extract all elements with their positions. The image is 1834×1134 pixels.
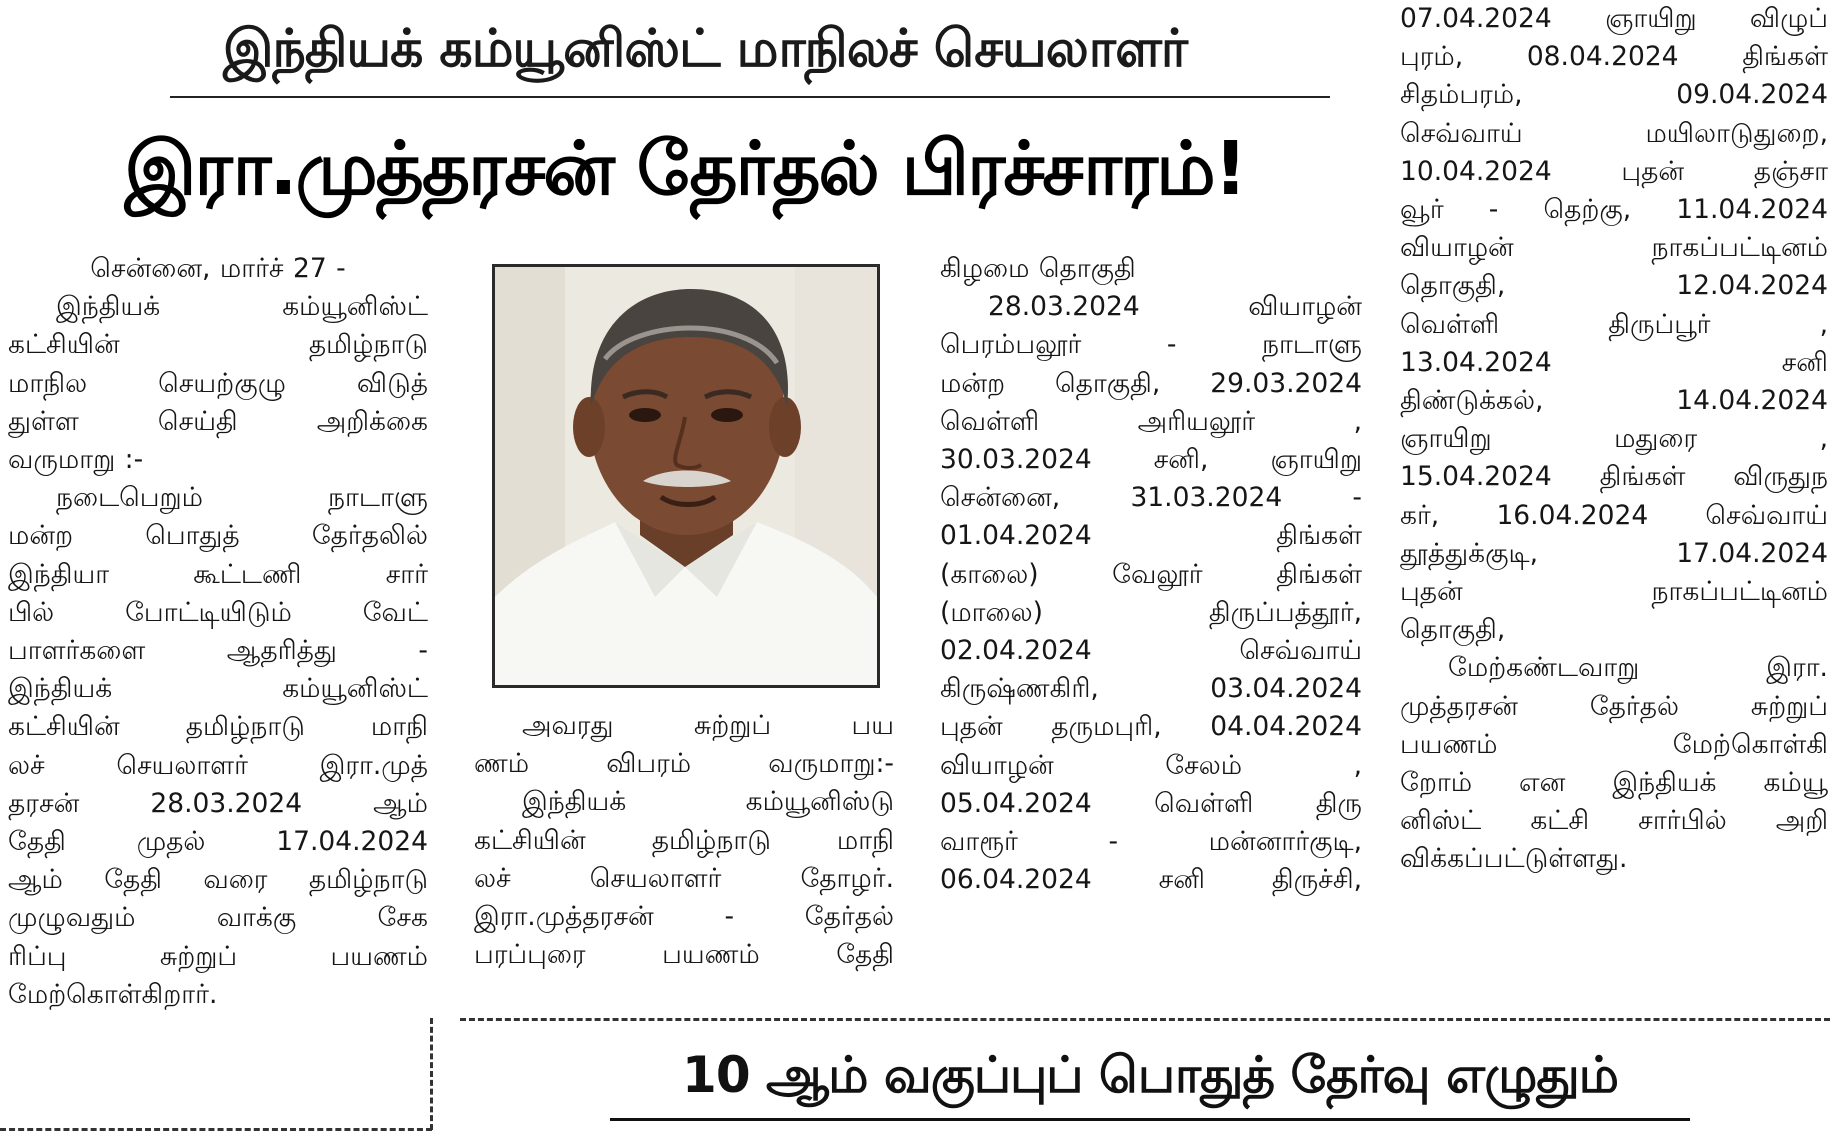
text-line: கிருஷ்ணகிரி, 03.04.2024 (940, 673, 1362, 705)
kicker-rule (170, 96, 1330, 98)
article-column-4 (1400, 0, 1828, 879)
text-line: நடைபெறும் நாடாளு (56, 482, 428, 514)
text-line: சென்னை, 31.03.2024 - (940, 482, 1362, 514)
article-column-2 (474, 707, 894, 974)
text-line: வியாழன் சேலம் , (940, 749, 1362, 781)
text-line: 07.04.2024 ஞாயிறு விழுப் (1400, 3, 1828, 34)
text-line: மேற்கண்டவாறு இரா. (1448, 652, 1828, 684)
text-line: பாளர்களை ஆதரித்து - (8, 635, 428, 667)
text-line: அவரது சுற்றுப் பய (522, 710, 894, 741)
text-line: பில் போட்டியிடும் வேட் (8, 596, 428, 628)
text-line: 15.04.2024 திங்கள் விருதுந (1400, 461, 1828, 493)
article-column-3 (940, 250, 1362, 899)
portrait-illustration (495, 267, 877, 685)
text-line: 28.03.2024 வியாழன் (988, 291, 1362, 323)
kicker-headline: இந்தியக் கம்யூனிஸ்ட் மாநிலச் செயலாளர் (222, 19, 1188, 79)
text-line: தேதி முதல் 17.04.2024 (8, 826, 428, 858)
next-article-headline: 10 ஆம் வகுப்புப் பொதுத் தேர்வு எழுதும் (682, 1046, 1618, 1104)
text-line: (மாலை) திருப்பத்தூர், (940, 596, 1362, 628)
text-line: வியாழன் நாகப்பட்டினம் (1400, 232, 1828, 264)
text-line: 10.04.2024 புதன் தஞ்சா (1400, 155, 1828, 187)
text-line: வருமாறு :- (8, 444, 144, 476)
text-line: இந்தியக் கம்யூனிஸ்ட் (56, 291, 428, 323)
text-line: வெள்ளி அரியலூர் , (940, 405, 1362, 437)
text-line: ணம் விபரம் வருமாறு:- (474, 748, 894, 780)
text-line: செவ்வாய் மயிலாடுதுறை, (1400, 117, 1828, 149)
text-line: 02.04.2024 செவ்வாய் (940, 635, 1362, 667)
text-line: புதன் தருமபுரி, 04.04.2024 (940, 711, 1362, 743)
text-line: கிழமை தொகுதி (940, 253, 1136, 284)
portrait-photo (492, 264, 880, 688)
bottom-dashed-divider (0, 1128, 432, 1131)
text-line: மாநில செயற்குழு விடுத் (8, 367, 428, 399)
text-line: ஞாயிறு மதுரை , (1400, 423, 1828, 455)
text-line: பயணம் மேற்கொள்கி (1400, 728, 1828, 760)
text-line: வாரூர் - மன்னார்குடி, (940, 826, 1362, 858)
text-line: கட்சியின் தமிழ்நாடு மாநி (8, 711, 428, 743)
text-line: கர், 16.04.2024 செவ்வாய் (1400, 499, 1828, 531)
text-line: தூத்துக்குடி, 17.04.2024 (1400, 537, 1828, 569)
left-dashed-divider (430, 1018, 433, 1130)
text-line: கட்சியின் தமிழ்நாடு (8, 329, 428, 361)
text-line: ரிப்பு சுற்றுப் பயணம் (8, 940, 428, 972)
text-line: ஆம் தேதி வரை தமிழ்நாடு (8, 864, 428, 896)
text-line: மன்ற தொகுதி, 29.03.2024 (940, 367, 1362, 399)
text-line: இந்தியக் கம்யூனிஸ்டு (522, 786, 894, 818)
text-line: வெள்ளி திருப்பூர் , (1400, 308, 1828, 340)
text-line: (காலை) வேலூர் திங்கள் (940, 558, 1362, 590)
text-line: சிதம்பரம், 09.04.2024 (1400, 79, 1828, 111)
text-line: இந்தியா கூட்டணி சார் (8, 558, 428, 590)
text-line: கட்சியின் தமிழ்நாடு மாநி (474, 824, 894, 856)
text-line: புரம், 08.04.2024 திங்கள் (1400, 41, 1828, 73)
text-line: துள்ள செய்தி அறிக்கை (8, 405, 428, 437)
text-line: லச் செயலாளர் தோழர். (474, 862, 894, 894)
text-line: தொகுதி, 12.04.2024 (1400, 270, 1828, 302)
text-line: முத்தரசன் தேர்தல் சுற்றுப் (1400, 690, 1828, 722)
text-line: 30.03.2024 சனி, ஞாயிறு (940, 444, 1362, 476)
text-line: மன்ற பொதுத் தேர்தலில் (8, 520, 428, 552)
text-line: விக்கப்பட்டுள்ளது. (1400, 843, 1628, 875)
text-line: மேற்கொள்கிறார். (8, 978, 218, 1010)
text-line: லச் செயலாளர் இரா.முத் (8, 749, 428, 781)
dateline: சென்னை, மார்ச் 27 - (90, 253, 346, 284)
text-line: பரப்புரை பயணம் தேதி (474, 939, 894, 971)
text-line: தரசன் 28.03.2024 ஆம் (8, 787, 428, 819)
text-line: முழுவதும் வாக்கு சேக (8, 902, 428, 934)
text-line: றோம் என இந்தியக் கம்யூ (1400, 767, 1828, 799)
text-line: திண்டுக்கல், 14.04.2024 (1400, 385, 1828, 417)
text-line: இந்தியக் கம்யூனிஸ்ட் (8, 673, 428, 705)
text-line: இரா.முத்தரசன் - தேர்தல் (474, 901, 894, 933)
teaser-underline (610, 1118, 1690, 1121)
text-line: புதன் நாகப்பட்டினம் (1400, 576, 1828, 608)
text-line: பெரம்பலூர் - நாடாளு (940, 329, 1362, 361)
text-line: 06.04.2024 சனி திருச்சி, (940, 864, 1362, 896)
text-line: னிஸ்ட் கட்சி சார்பில் அறி (1400, 805, 1828, 837)
text-line: வூர் - தெற்கு, 11.04.2024 (1400, 194, 1828, 226)
text-line: தொகுதி, (1400, 614, 1506, 646)
text-line: 01.04.2024 திங்கள் (940, 520, 1362, 552)
main-headline: இரா.முத்தரசன் தேர்தல் பிரச்சாரம்! (124, 126, 1246, 212)
text-line: 05.04.2024 வெள்ளி திரு (940, 787, 1362, 819)
article-column-1 (8, 250, 428, 1014)
text-line: 13.04.2024 சனி (1400, 346, 1828, 378)
